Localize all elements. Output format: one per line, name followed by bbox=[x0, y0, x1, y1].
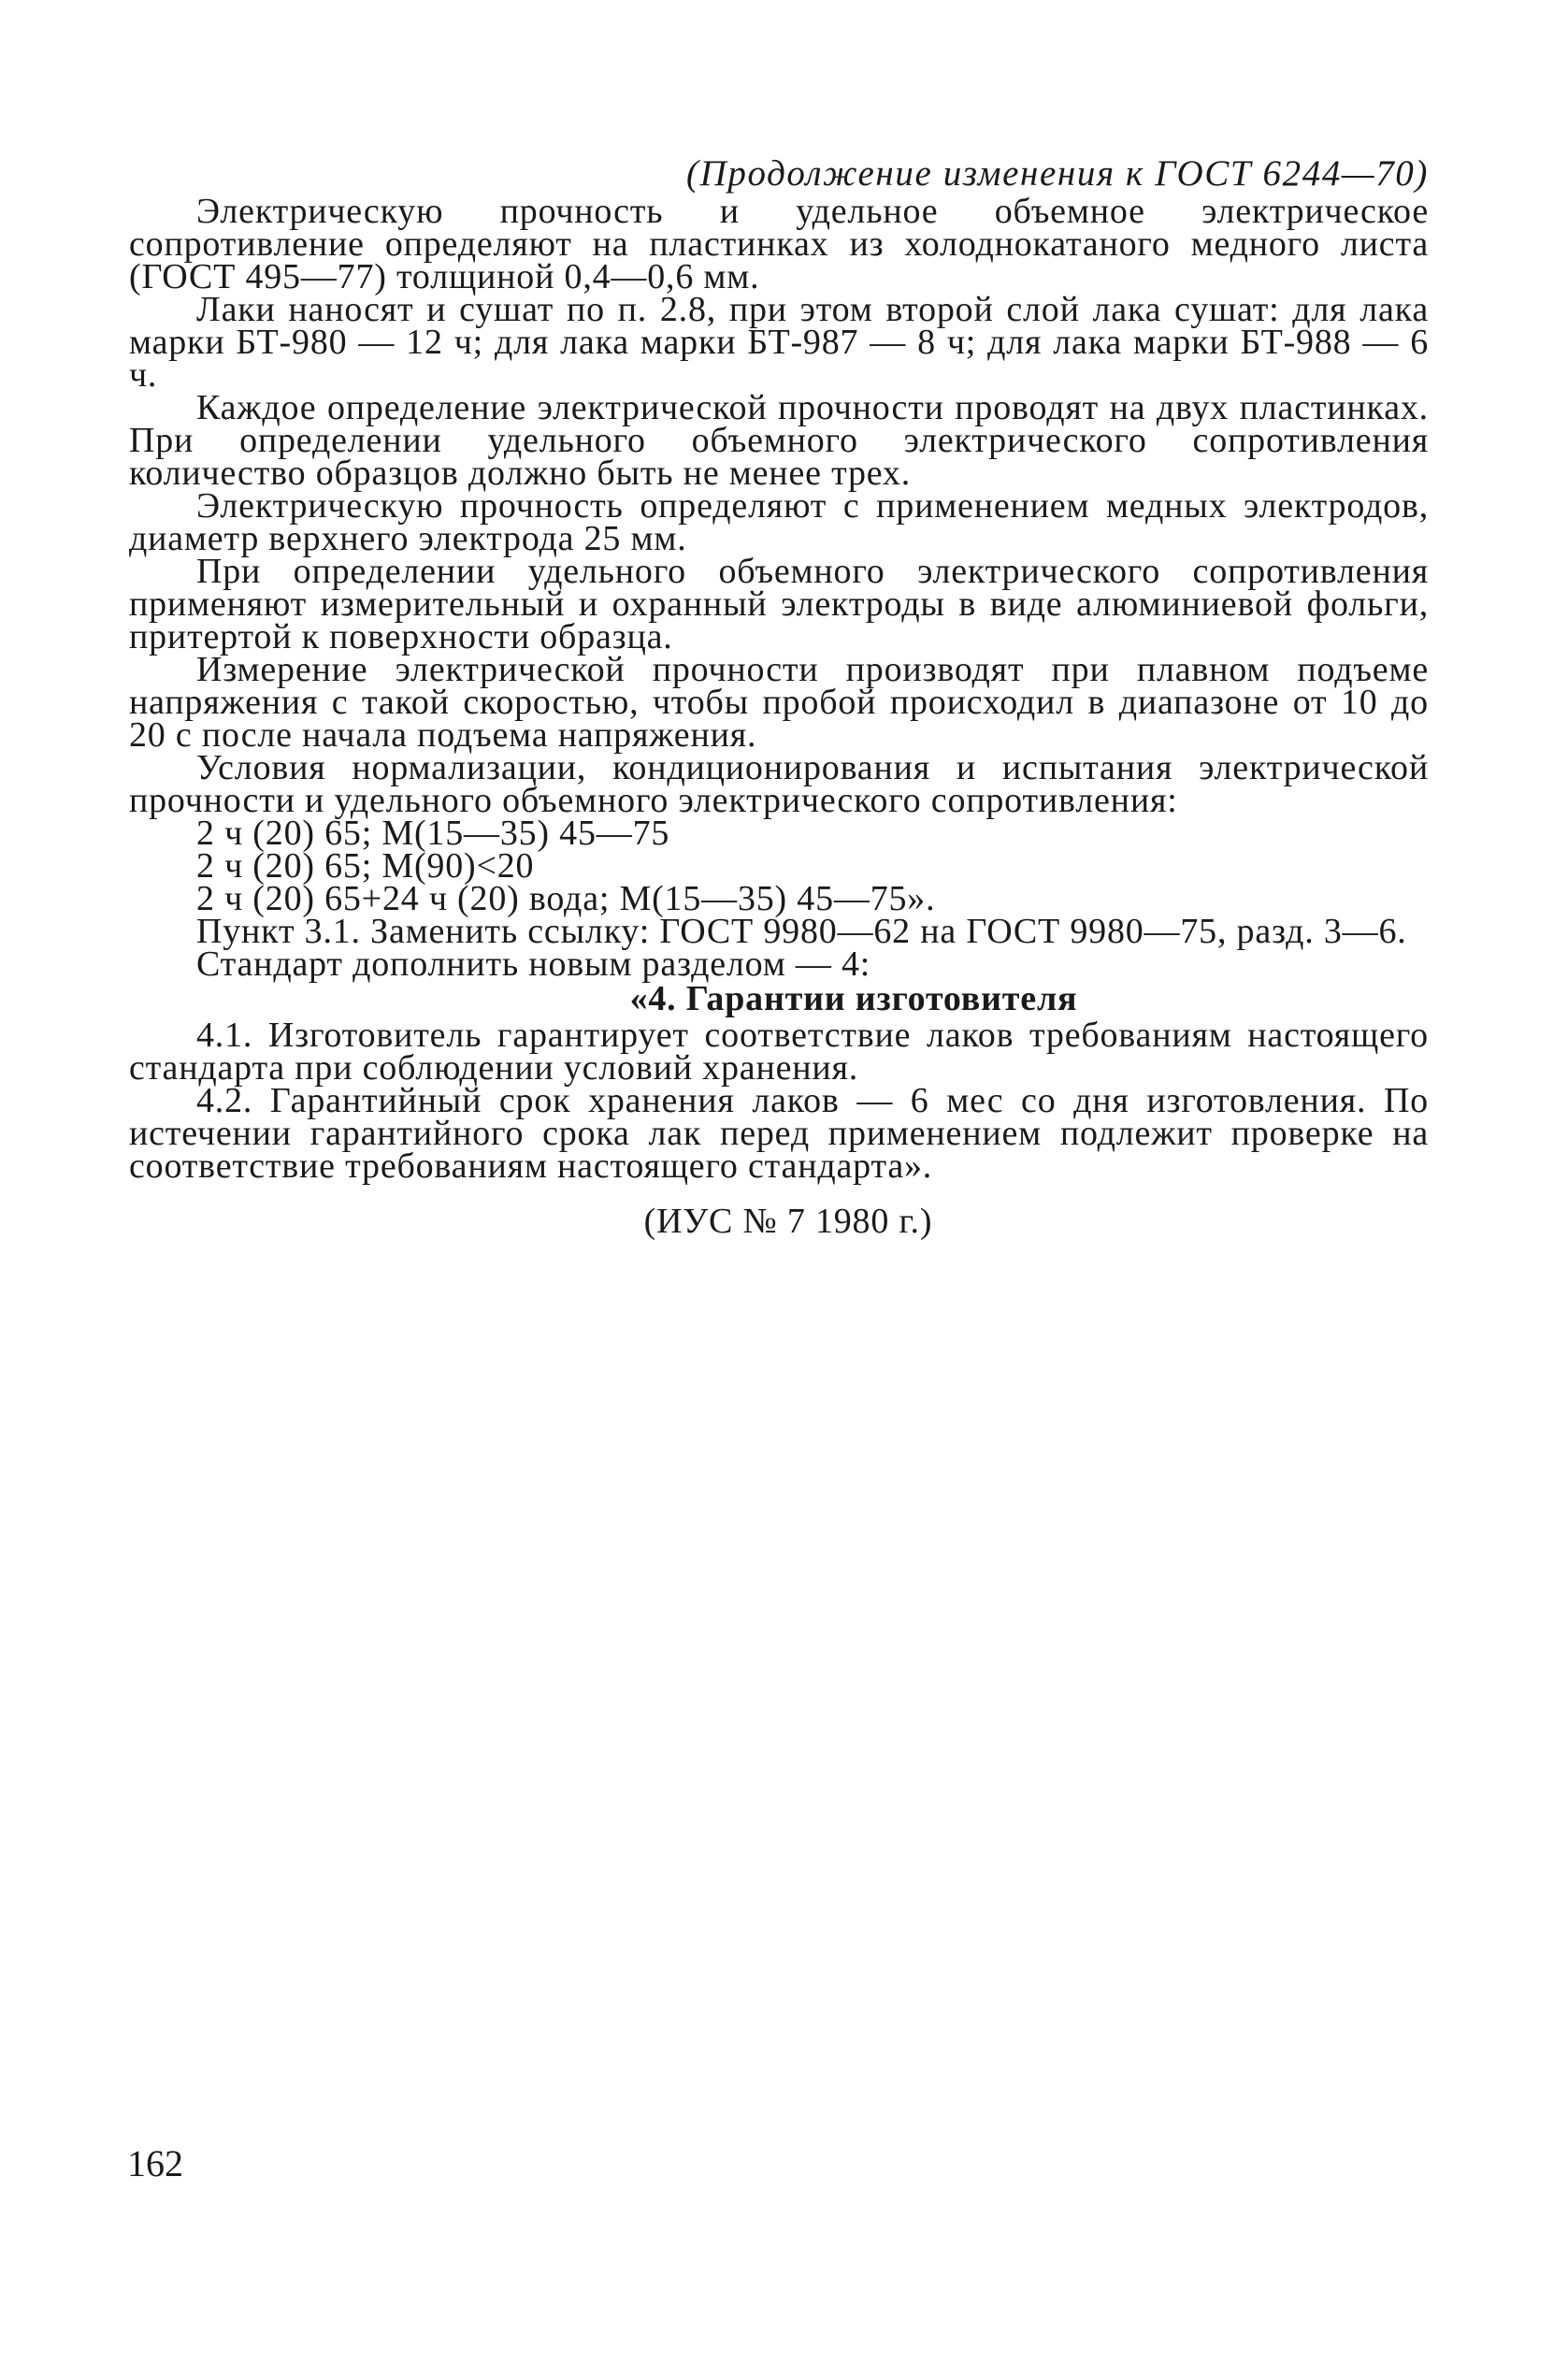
condition-line: 2 ч (20) 65; М(90)<20 bbox=[196, 846, 535, 886]
document-page bbox=[129, 153, 1429, 1241]
paragraph: Условия нормализации, кондиционирования и испытания электрической прочности и удельного объемного электрического сопротивления: bbox=[129, 748, 1429, 820]
amendment-line: Стандарт дополнить новым разделом — 4: bbox=[196, 944, 871, 984]
source-reference: (ИУС № 7 1980 г.) bbox=[643, 1202, 933, 1241]
section-paragraph: 4.2. Гарантийный срок хранения лаков — 6 мес со дня изготовления. По истечении гарантийного срока лак перед применением подлежит проверке на соответствие требованиям настоящего стандарта». bbox=[129, 1081, 1429, 1186]
page-number: 162 bbox=[127, 2142, 183, 2184]
section-paragraph: 4.1. Изготовитель гарантирует соответствие лаков требованиям настоящего стандарта при соблюдении условий хранения. bbox=[129, 1016, 1429, 1088]
section-title: «4. Гарантии изготовителя bbox=[629, 979, 1078, 1018]
paragraph: При определении удельного объемного электрического сопротивления применяют измерительный и охранный электроды в виде алюминиевой фольги, притертой к поверхности образца. bbox=[129, 552, 1429, 656]
page-header: (Продолжение изменения к ГОСТ 6244—70) bbox=[686, 153, 1429, 194]
paragraph: Измерение электрической прочности производят при плавном подъеме напряжения с такой скоростью, чтобы пробой происходил в диапазоне от 10 до 20 с после начала подъема напряжения. bbox=[129, 650, 1429, 755]
amendment-line: Пункт 3.1. Заменить ссылку: ГОСТ 9980—62 на ГОСТ 9980—75, разд. 3—6. bbox=[196, 912, 1407, 951]
paragraph: Лаки наносят и сушат по п. 2.8, при этом второй слой лака сушат: для лака марки БТ-980 — 12 ч; для лака марки БТ-987 — 8 ч; для лака марки БТ-988 — 6 ч. bbox=[129, 290, 1429, 395]
condition-line: 2 ч (20) 65+24 ч (20) вода; М(15—35) 45—75». bbox=[196, 879, 936, 918]
paragraph: Электрическую прочность определяют с применением медных электродов, диаметр верхнего электрода 25 мм. bbox=[129, 486, 1429, 558]
condition-line: 2 ч (20) 65; М(15—35) 45—75 bbox=[196, 814, 670, 853]
paragraph: Электрическую прочность и удельное объемное электрическое сопротивление определяют на пластинках из холоднокатаного медного листа (ГОСТ 495—77) толщиной 0,4—0,6 мм. bbox=[129, 192, 1429, 296]
paragraph: Каждое определение электрической прочности проводят на двух пластинках. При определении удельного объемного электрического сопротивления количество образцов должно быть не менее трех. bbox=[129, 388, 1429, 493]
